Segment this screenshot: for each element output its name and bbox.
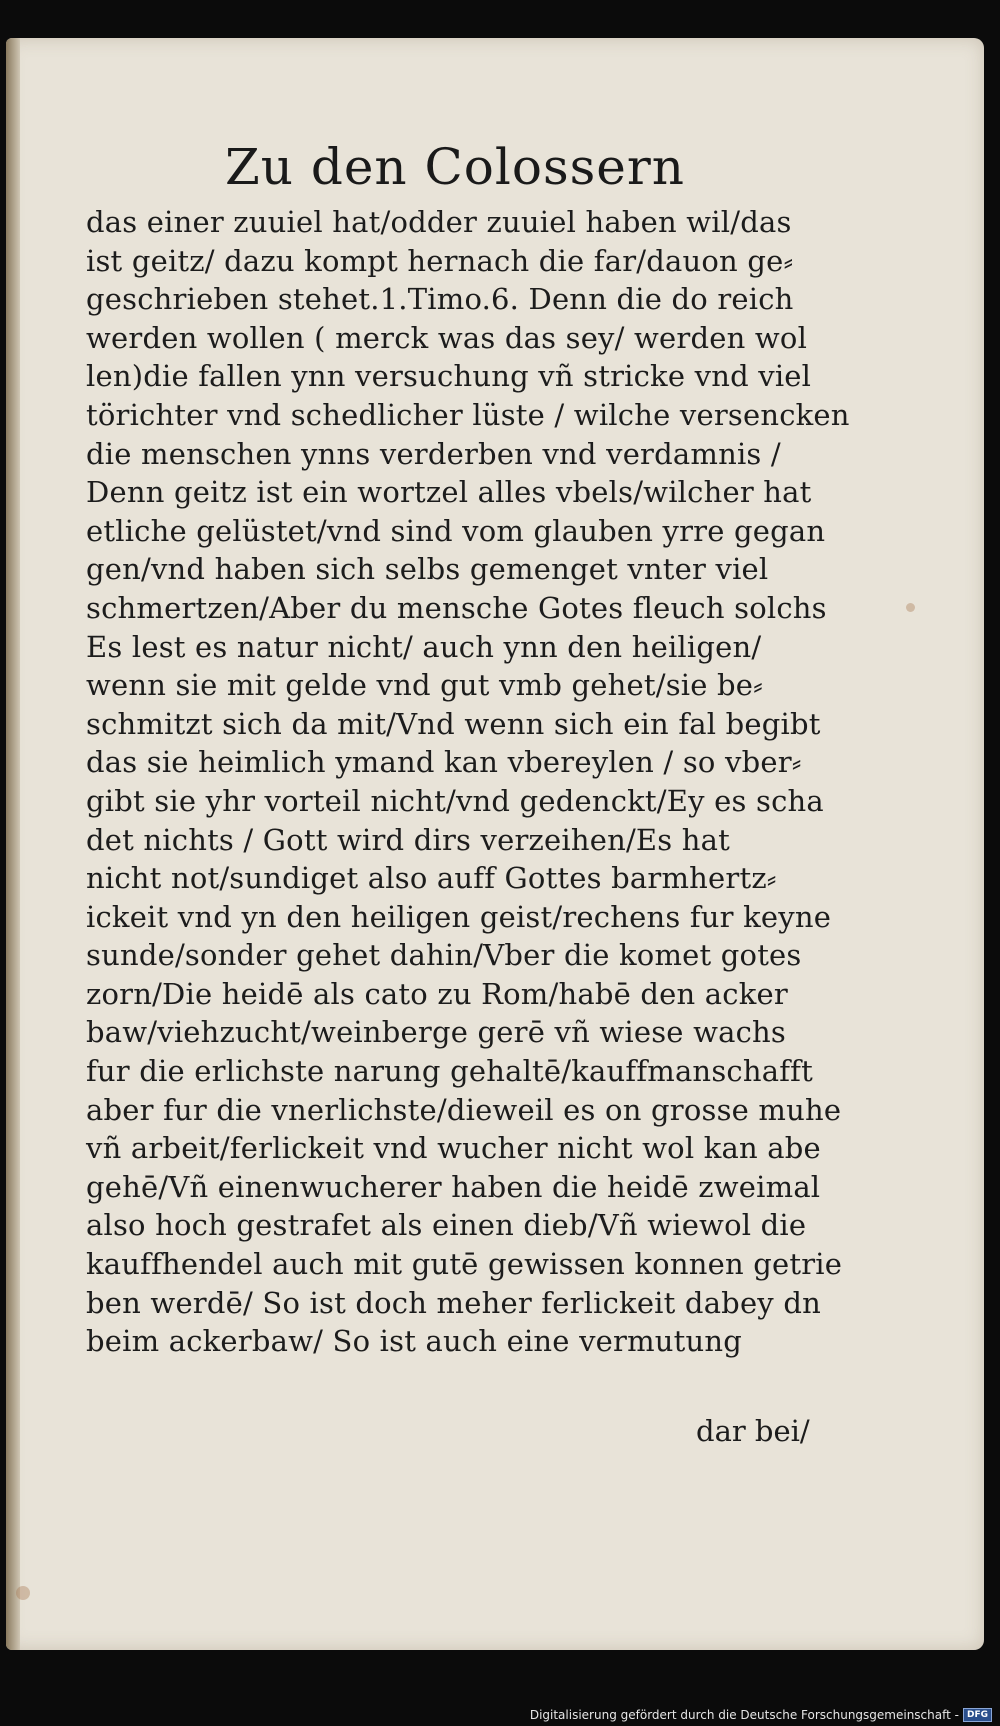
digitization-credit <box>530 1708 992 1722</box>
page-edge <box>6 38 20 1650</box>
book-page <box>6 38 984 1650</box>
text-line: gen/vnd haben sich selbs gemenget vnter viel <box>86 552 769 587</box>
text-line: die menschen ynns verderben vnd verdamnis / <box>86 436 781 471</box>
text-line: ist geitz/ dazu kompt hernach die far/dauon ge⸗ <box>86 243 794 278</box>
text-line: aber fur die vnerlichste/dieweil es on grosse muhe <box>86 1092 842 1127</box>
body-text <box>86 203 876 1361</box>
text-line: nicht not/sundiget also auff Gottes barmhertz⸗ <box>86 861 777 896</box>
text-line: sunde/sonder gehet dahin/Vber die komet gotes <box>86 938 802 973</box>
text-line: ickeit vnd yn den heiligen geist/rechens fur keyne <box>86 899 832 934</box>
text-line: kauffhendel auch mit gutē gewissen konnen getrie <box>86 1247 843 1282</box>
running-head: Zu den Colossern <box>225 138 685 196</box>
text-line: beim ackerbaw/ So ist auch eine vermutung <box>86 1324 743 1359</box>
ink-stain <box>16 1586 30 1600</box>
text-line: vñ arbeit/ferlickeit vnd wucher nicht wol kan abe <box>86 1131 821 1166</box>
text-line: Es lest es natur nicht/ auch ynn den heiligen/ <box>86 629 762 664</box>
text-line: schmertzen/Aber du mensche Gotes fleuch solchs <box>86 590 827 625</box>
text-line: baw/viehzucht/weinberge gerē vñ wiese wachs <box>86 1015 786 1050</box>
text-line: Denn geitz ist ein wortzel alles vbels/wilcher hat <box>86 475 812 510</box>
text-line: gibt sie yhr vorteil nicht/vnd gedenckt/Ey es scha <box>86 783 824 818</box>
credit-text: Digitalisierung gefördert durch die Deutsche Forschungsgemeinschaft - <box>529 1708 959 1722</box>
dfg-logo-icon: DFG <box>963 1708 992 1722</box>
text-line: das sie heimlich ymand kan vbereylen / so vber⸗ <box>86 745 802 780</box>
text-line: wenn sie mit gelde vnd gut vmb gehet/sie be⸗ <box>86 668 764 703</box>
text-line: werden wollen ( merck was das sey/ werden wol <box>86 320 808 355</box>
text-line: das einer zuuiel hat/odder zuuiel haben wil/das <box>86 205 792 239</box>
ink-stain <box>906 603 915 612</box>
text-line: ben werdē/ So ist doch meher ferlickeit dabey dn <box>86 1285 821 1320</box>
text-line: gehē/Vñ einenwucherer haben die heidē zweimal <box>86 1169 821 1204</box>
catchword: dar bei/ <box>696 1414 810 1448</box>
text-line: fur die erlichste narung gehaltē/kauffmanschafft <box>86 1054 813 1089</box>
text-line: schmitzt sich da mit/Vnd wenn sich ein fal begibt <box>86 706 821 741</box>
text-line: len)die fallen ynn versuchung vñ stricke vnd viel <box>86 359 812 394</box>
text-line: törichter vnd schedlicher lüste / wilche versencken <box>86 397 850 432</box>
text-line: also hoch gestrafet als einen dieb/Vñ wiewol die <box>86 1208 807 1243</box>
text-line: zorn/Die heidē als cato zu Rom/habē den acker <box>86 976 788 1011</box>
text-line: det nichts / Gott wird dirs verzeihen/Es hat <box>86 822 731 857</box>
text-line: etliche gelüstet/vnd sind vom glauben yrre gegan <box>86 513 826 548</box>
text-line: geschrieben stehet.1.Timo.6. Denn die do reich <box>86 282 794 317</box>
